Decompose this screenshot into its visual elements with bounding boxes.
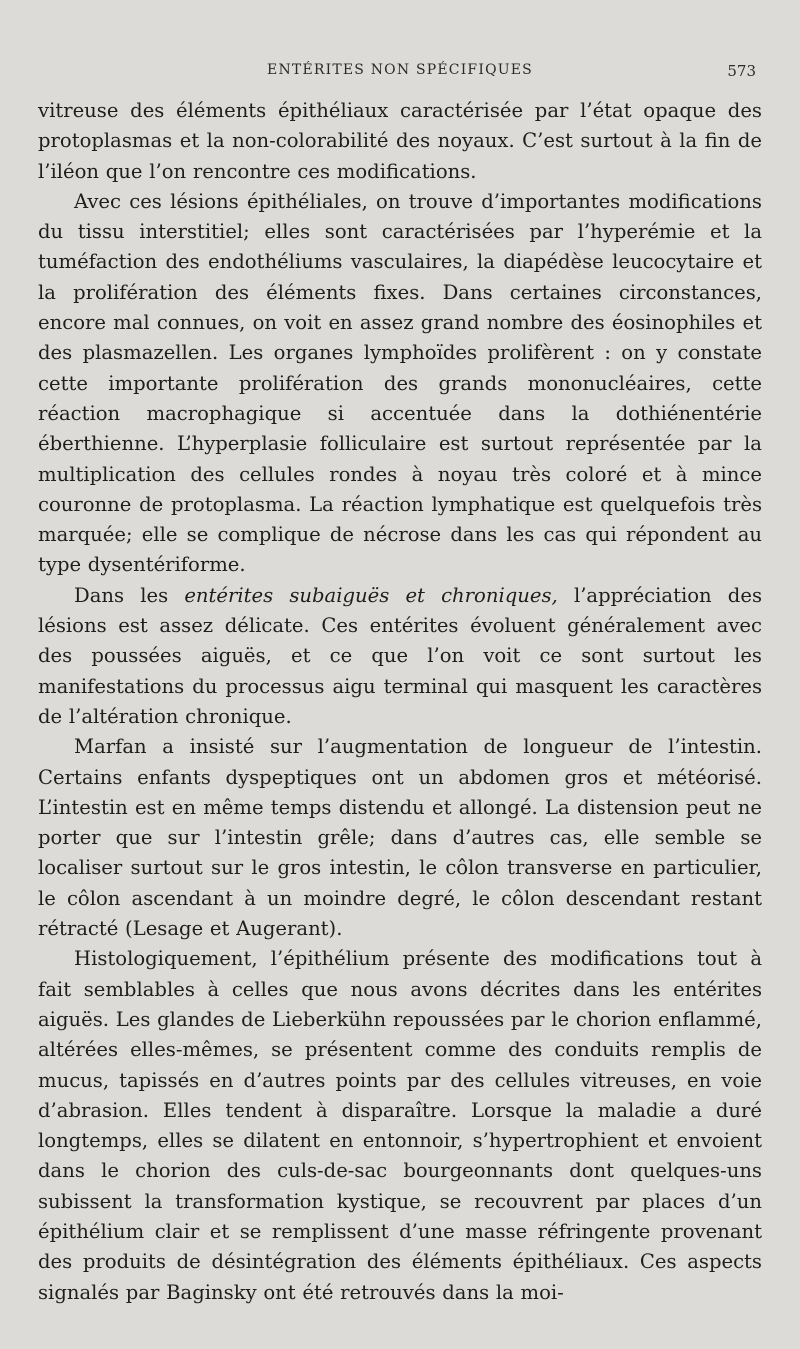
paragraph-1: vitreuse des éléments épithéliaux caractérisée par l’état opaque des protoplasmas et la non-colorabilité des noyaux. C’est surtout à la fin de l’iléon que l’on rencontre ces modifications. (38, 99, 762, 183)
paragraph-3-text: l’appréciation des lésions est assez délicate. Ces entérites évoluent généralement avec des poussées aiguës, et ce que l’on voit ce sont surtout les manifestations du processus aigu terminal qui masquent les caractères de l’altération chronique. (38, 583, 762, 728)
paragraph-3 (38, 581, 762, 732)
body-text (38, 96, 762, 1308)
page-number: 573 (727, 62, 756, 80)
running-title: ENTÉRITES NON SPÉCIFIQUES (267, 62, 533, 78)
paragraph-2: Avec ces lésions épithéliales, on trouve d’importantes modifications du tissu interstitiel; elles sont caractérisées par l’hyperémie et la tuméfaction des endothéliums vasculaires, la diapédèse leucocytaire et la prolifération des éléments fixes. Dans certaines circonstances, encore mal connues, on voit en assez grand nombre des éosinophiles et des plasmazellen. Les organes lymphoïdes prolifèrent : on y constate cette importante prolifération des grands mononucléaires, cette réaction macrophagique si accentuée dans la dothiénentérie éberthienne. L’hyperplasie folliculaire est surtout représentée par la multiplication des cellules rondes à noyau très coloré et à mince couronne de protoplasma. La réaction lymphatique est quelquefois très marquée; elle se complique de nécrose dans les cas qui répondent au type dysentériforme. (38, 189, 762, 577)
paragraph-3-emphasis: entérites subaiguës et chroniques, (184, 583, 558, 607)
paragraph-3-lead: Dans les (74, 583, 185, 607)
running-head (38, 62, 762, 92)
paragraph-5: Histologiquement, l’épithélium présente des modifications tout à fait semblables à celles que nous avons décrites dans les entérites aiguës. Les glandes de Lieberkühn repoussées par le chorion enflammé, altérées elles-mêmes, se présentent comme des conduits remplis de mucus, tapissés en d’autres points par des cellules vitreuses, en voie d’abrasion. Elles tendent à disparaître. Lorsque la maladie a duré longtemps, elles se dilatent en entonnoir, s’hypertrophient et envoient dans le chorion des culs-de-sac bourgeonnants dont quelques-uns subissent la transformation kystique, se recouvrent par places d’un épithélium clair et se remplissent d’une masse réfringente provenant des produits de désintégration des éléments épithéliaux. Ces aspects signalés par Baginsky ont été retrouvés dans la moi- (38, 947, 762, 1304)
paragraph-4: Marfan a insisté sur l’augmentation de longueur de l’intestin. Certains enfants dyspeptiques ont un abdomen gros et météorisé. L’intestin est en même temps distendu et allongé. La distension peut ne porter que sur l’intestin grêle; dans d’autres cas, elle semble se localiser surtout sur le gros intestin, le côlon transverse en particulier, le côlon ascendant à un moindre degré, le côlon descendant restant rétracté (Lesage et Augerant). (38, 735, 762, 941)
